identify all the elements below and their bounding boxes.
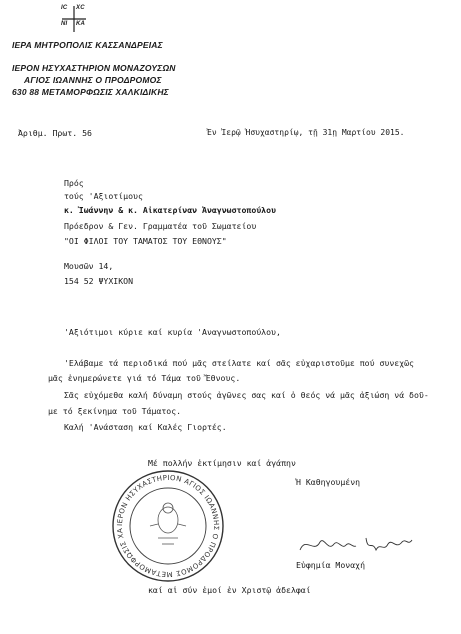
signatory-name: Εὐφημία Μοναχή — [296, 560, 366, 570]
letterhead-saint: ΑΓΙΟΣ ΙΩΑΝΝΗΣ Ο ΠΡΟΔΡΟΜΟΣ — [24, 75, 162, 85]
salutation: 'Αξιότιμοι κύριε καί κυρία 'Αναγνωστοπούλου, — [64, 327, 281, 337]
stamp-text: ΙΕΡΟΝ ΗΣΥΧΑΣΤΗΡΙΟΝ ΑΓΙΟΣ ΙΩΑΝΝΗΣ Ο ΠΡΟΔΡΟΜΟΣ ΜΕΤΑΜΟΡΦΩΣΙΣ ΧΑ — [115, 473, 221, 579]
paragraph-2-line-1: Σᾶς εὐχόμεθα καλή δύναμη στούς ἀγῶνες σας καί ὁ θεός νά μᾶς ἀξιώση νά δοῦ- — [64, 390, 429, 400]
paragraph-2-line-2: με τό ξεκίνημα τοῦ Τάματος. — [48, 406, 182, 416]
recipient-pros: Πρός — [64, 178, 84, 188]
protocol-number: Ἀριθμ. Πρωτ. 56 — [18, 128, 92, 138]
closing-abbess-title: Ἡ Καθηγουμένη — [296, 477, 361, 487]
recipient-street: Μουσῶν 14, — [64, 261, 114, 271]
monogram-ni: NI — [61, 21, 68, 27]
closing-sisters: καί αἱ σύν ἐμοί ἐν Χριστῷ ἀδελφαί — [148, 585, 311, 595]
paragraph-1-line-1: 'Ελάβαμε τά περιοδικά πού μᾶς στείλατε καί σᾶς εὐχαριστοῦμε πού συνεχῶς — [64, 358, 414, 368]
recipient-tous: τούς 'Αξιοτίμους — [64, 191, 143, 201]
monastery-stamp — [110, 468, 226, 584]
monogram-ic: IC — [61, 5, 68, 11]
letterhead-address: 630 88 ΜΕΤΑΜΟΡΦΩΣΙΣ ΧΑΛΚΙΔΙΚΗΣ — [12, 87, 169, 97]
recipient-titles: Πρόεδρον & Γεν. Γραμματέα τοῦ Σωματείου — [64, 221, 257, 231]
closing-regards: Μέ πολλήν ἐκτίμησιν καί ἀγάπην — [148, 458, 296, 468]
monogram-ka: KA — [76, 21, 86, 27]
letterhead-hesychasterion: ΙΕΡΟΝ ΗΣΥΧΑΣΤΗΡΙΟΝ ΜΟΝΑΖΟΥΣΩΝ — [12, 63, 176, 73]
handwritten-signature — [296, 530, 414, 560]
recipient-city: 154 52 ΨΥΧΙΚΟΝ — [64, 276, 134, 286]
recipient-names: κ. Ἰωάννην & κ. Αἰκατερίναν Ἀναγνωστοπούλου — [64, 205, 276, 215]
letterhead-metropolis: ΙΕΡΑ ΜΗΤΡΟΠΟΛΙΣ ΚΑΣΣΑΝΔΡΕΙΑΣ — [12, 40, 163, 50]
place-date: Ἐν Ἱερῷ Ἡσυχαστηρίῳ, τῇ 31ῃ Μαρτίου 2015. — [207, 128, 405, 137]
paragraph-1-line-2: μᾶς ἐνημερώνετε γιά τό Τάμα τοῦ Ἔθνους. — [48, 373, 241, 383]
paragraph-3: Καλή 'Ανάσταση καί Καλές Γιορτές. — [64, 422, 227, 432]
monogram-xc: XC — [76, 5, 85, 11]
recipient-organization: "ΟΙ ΦΙΛΟΙ ΤΟΥ ΤΑΜΑΤΟΣ ΤΟΥ ΕΘΝΟΥΣ" — [64, 236, 227, 246]
